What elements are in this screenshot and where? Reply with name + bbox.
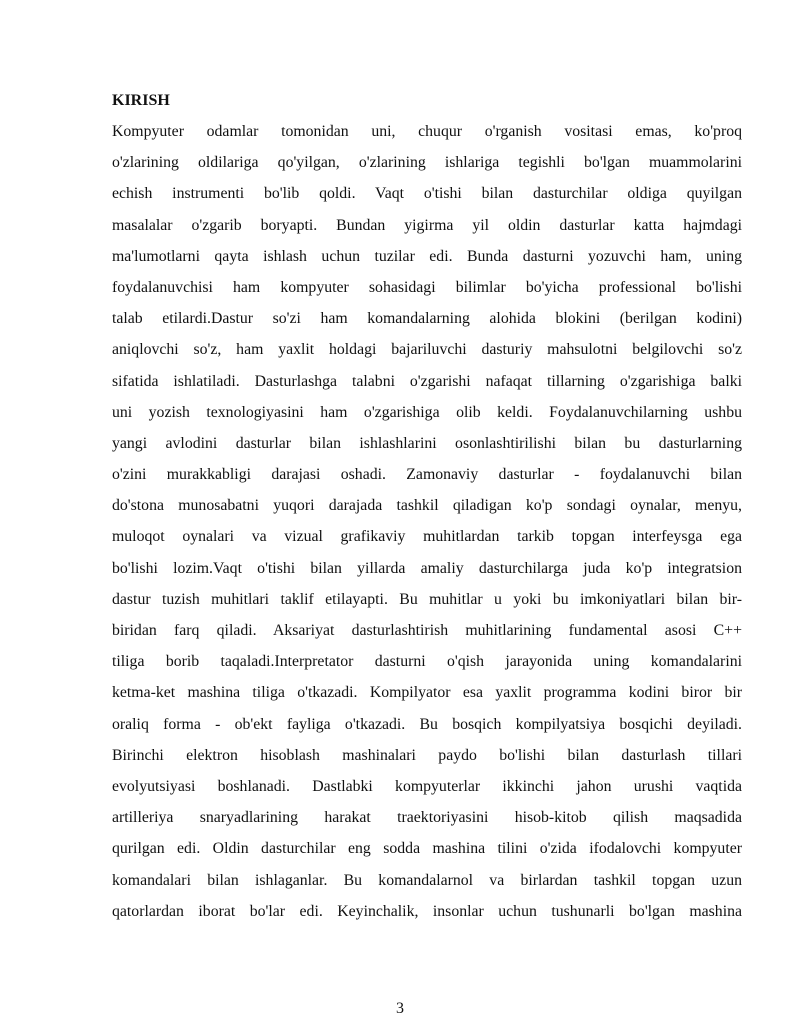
text-line: dastur tuzish muhitlari taklif etilayapti. Bu muhitlar u yoki bu imkoniyatlari bilan bir-: [112, 590, 742, 608]
text-line: bo'lishi lozim.Vaqt o'tishi bilan yillarda amaliy dasturchilarga juda ko'p integratsion: [112, 559, 742, 577]
body-text: [112, 116, 742, 927]
text-line: aniqlovchi so'z, ham yaxlit holdagi bajariluvchi dasturiy mahsulotni belgilovchi so'z: [112, 341, 742, 359]
text-line: muloqot oynalari va vizual grafikaviy muhitlardan tarkib topgan interfeysga ega: [112, 528, 742, 546]
text-line: qatorlardan iborat bo'lar edi. Keyinchalik, insonlar uchun tushunarli bo'lgan mashina: [112, 902, 742, 920]
text-line: ma'lumotlarni qayta ishlash uchun tuzilar edi. Bunda dasturni yozuvchi ham, uning: [112, 247, 742, 265]
text-line: echish instrumenti bo'lib qoldi. Vaqt o'tishi bilan dasturchilar oldiga quyilgan: [112, 185, 742, 203]
text-line: Kompyuter odamlar tomonidan uni, chuqur o'rganish vositasi emas, ko'proq: [112, 123, 742, 140]
section-heading: KIRISH: [112, 92, 170, 109]
text-line: o'zini murakkabligi darajasi oshadi. Zamonaviy dasturlar - foydalanuvchi bilan: [112, 466, 742, 484]
text-line: uni yozish texnologiyasini ham o'zgarishiga olib keldi. Foydalanuvchilarning ushbu: [112, 403, 742, 421]
page-number: 3: [396, 1000, 404, 1017]
text-line: oraliq forma - ob'ekt fayliga o'tkazadi. Bu bosqich kompilyatsiya bosqichi deyiladi.: [112, 715, 742, 733]
text-line: Birinchi elektron hisoblash mashinalari paydo bo'lishi bilan dasturlash tillari: [112, 746, 742, 764]
text-line: masalalar o'zgarib boryapti. Bundan yigirma yil oldin dasturlar katta hajmdagi: [112, 216, 742, 234]
text-line: komandalari bilan ishlaganlar. Bu komandalarnol va birlardan tashkil topgan uzun: [112, 871, 742, 889]
text-line: biridan farq qiladi. Aksariyat dasturlashtirish muhitlarining fundamental asosi C++: [112, 622, 742, 639]
text-line: qurilgan edi. Oldin dasturchilar eng sodda mashina tilini o'zida ifodalovchi kompyuter: [112, 840, 742, 858]
text-line: foydalanuvchisi ham kompyuter sohasidagi bilimlar bo'yicha professional bo'lishi: [112, 278, 742, 296]
text-line: sifatida ishlatiladi. Dasturlashga talabni o'zgarishi nafaqat tillarning o'zgarishiga balki: [112, 372, 742, 390]
text-line: tiliga borib taqaladi.Interpretator dasturni o'qish jarayonida uning komandalarini: [112, 653, 742, 671]
text-line: yangi avlodini dasturlar bilan ishlashlarini osonlashtirilishi bilan bu dasturlarning: [112, 434, 742, 452]
text-line: evolyutsiyasi boshlanadi. Dastlabki kompyuterlar ikkinchi jahon urushi vaqtida: [112, 777, 742, 795]
text-line: ketma-ket mashina tiliga o'tkazadi. Kompilyator esa yaxlit programma kodini biror bir: [112, 684, 742, 702]
text-line: do'stona munosabatni yuqori darajada tashkil qiladigan ko'p sondagi oynalar, menyu,: [112, 497, 742, 515]
text-line: talab etilardi.Dastur so'zi ham komandalarning alohida blokini (berilgan kodini): [112, 310, 742, 328]
text-line: o'zlarining oldilariga qo'yilgan, o'zlarining ishlariga tegishli bo'lgan muammolarini: [112, 154, 742, 172]
text-line: artilleriya snaryadlarining harakat traektoriyasini hisob-kitob qilish maqsadida: [112, 809, 742, 827]
